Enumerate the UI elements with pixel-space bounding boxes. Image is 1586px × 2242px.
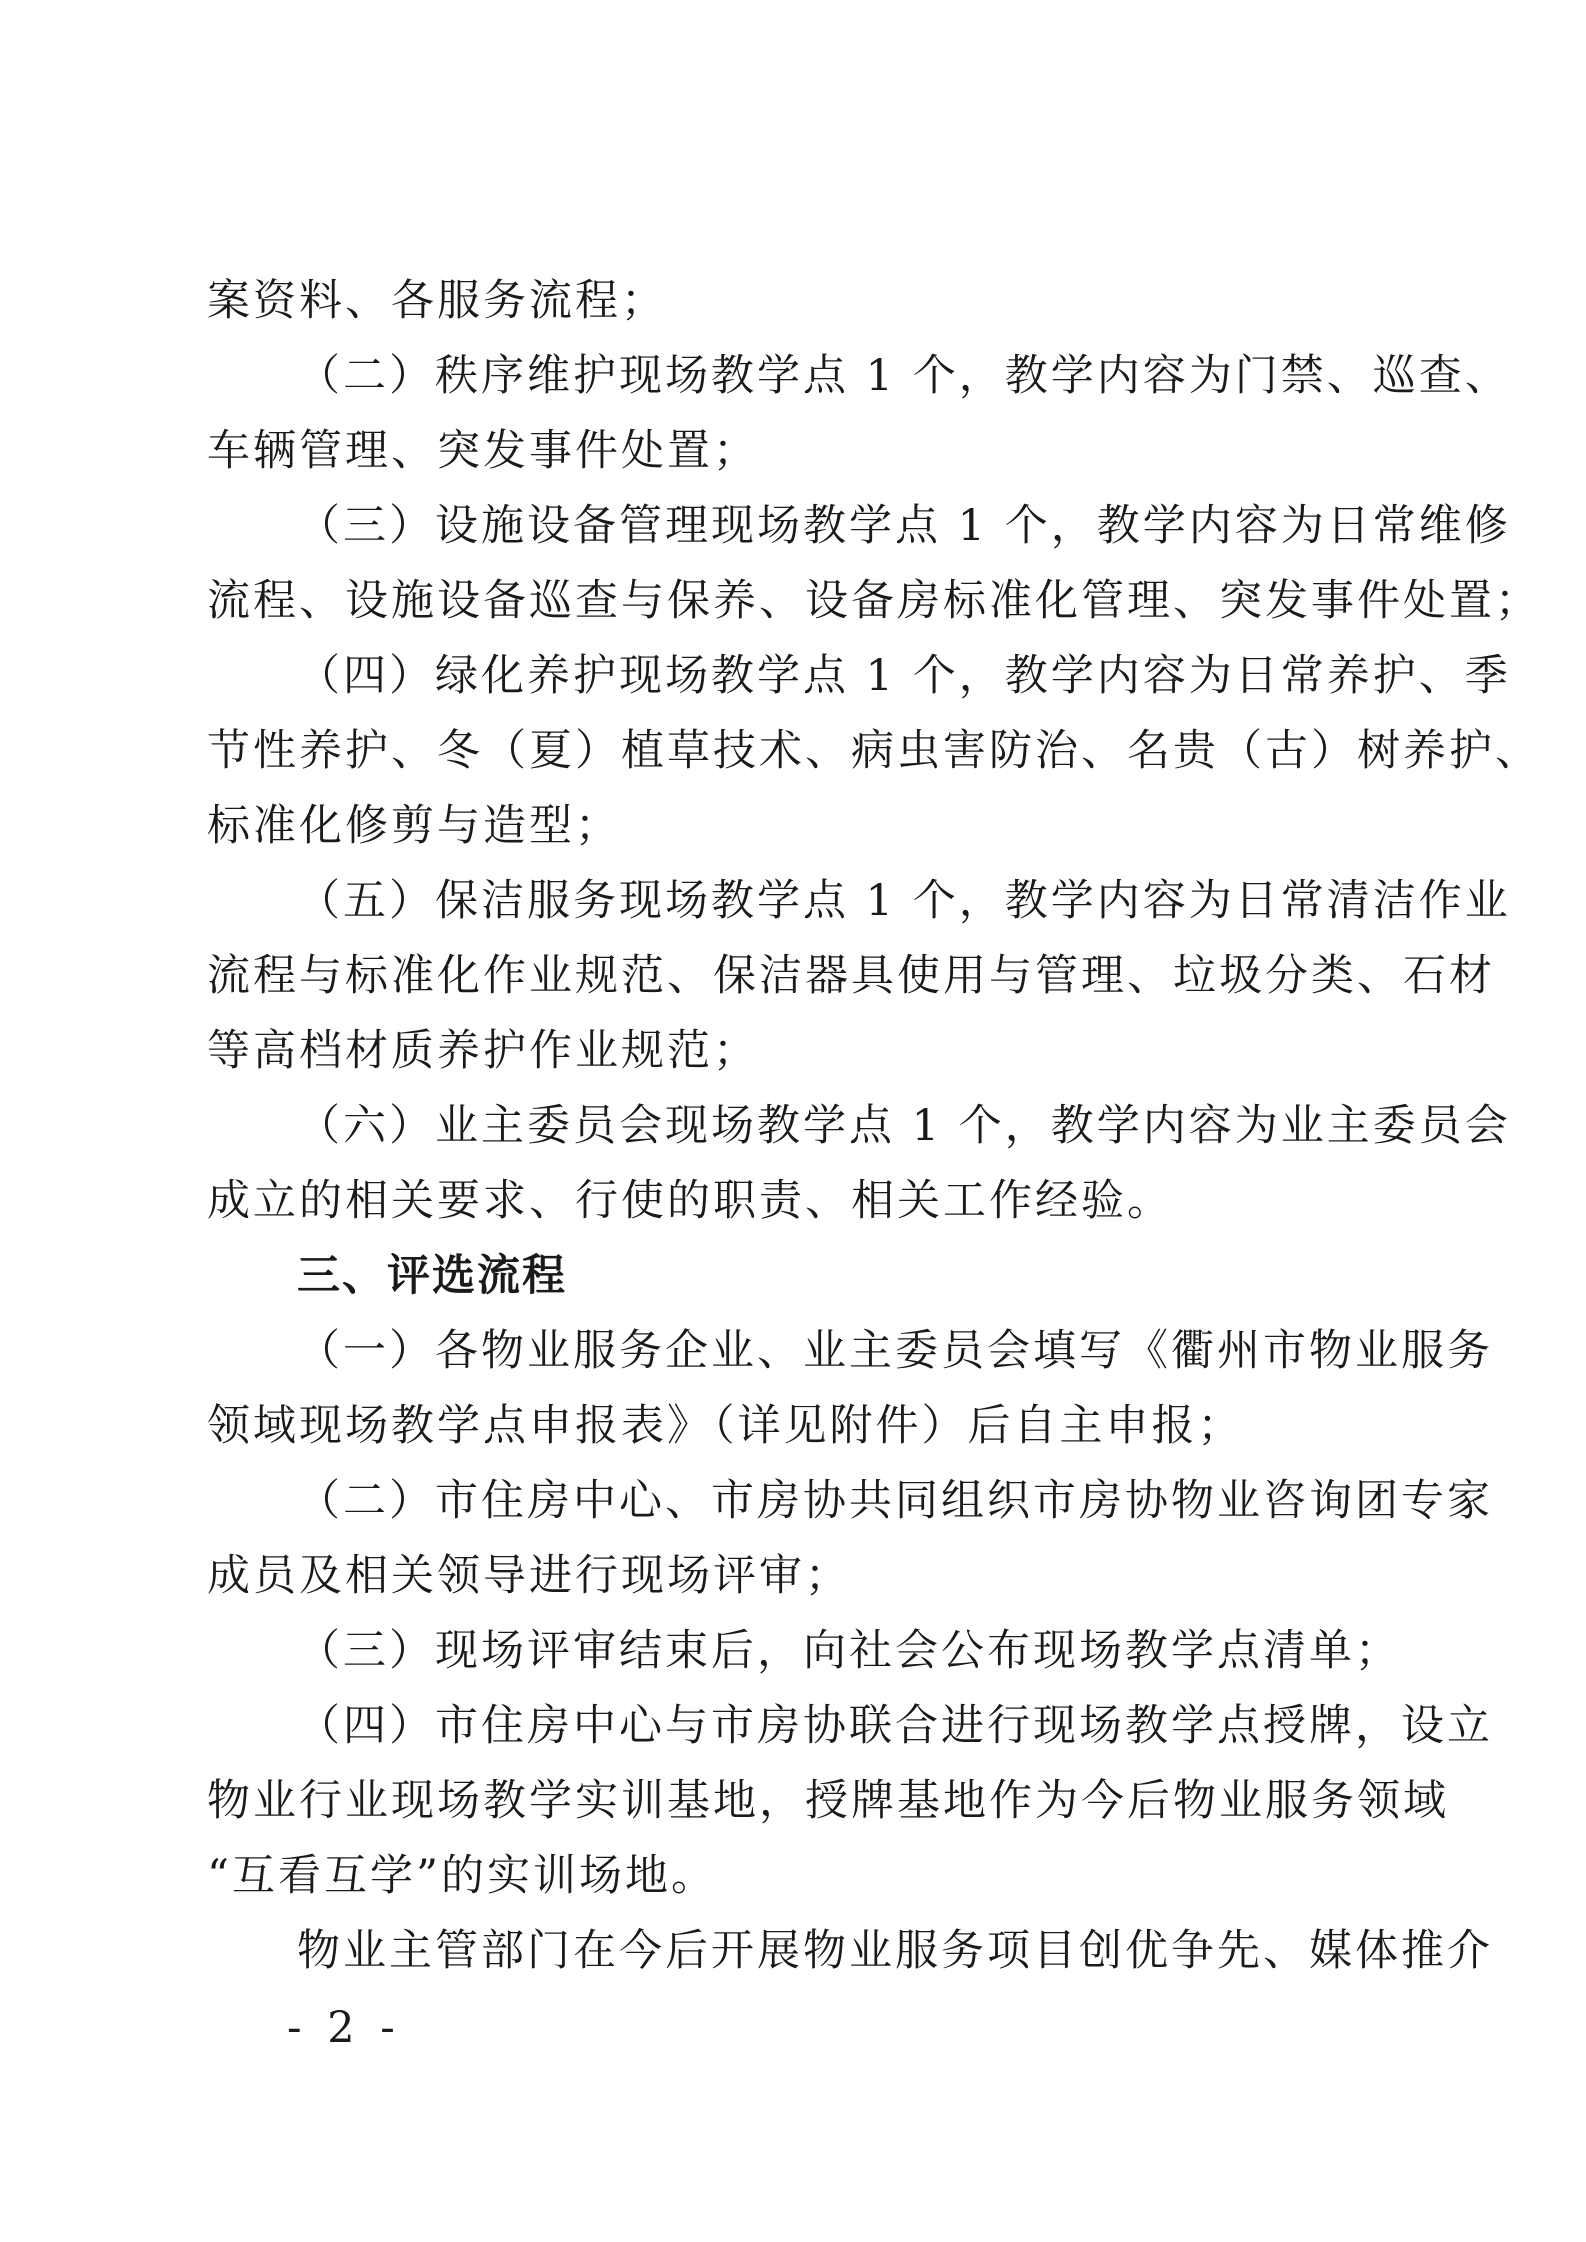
body-text-line: （二）市住房中心、市房协共同组织市房协物业咨询团专家 [297,1476,1493,1526]
body-text-line: 等高档材质养护作业规范； [207,1026,759,1076]
body-text-line: （三）设施设备管理现场教学点 1 个，教学内容为日常维修 [297,501,1511,551]
body-text-line: 领域现场教学点申报表》（详见附件）后自主申报； [207,1401,1244,1451]
body-text-line: 案资料、各服务流程； [207,276,667,326]
body-text-line: （四）市住房中心与市房协联合进行现场教学点授牌，设立 [297,1701,1493,1751]
body-text-line: “互看互学”的实训场地。 [207,1851,717,1901]
body-text-line: 成员及相关领导进行现场评审； [207,1551,851,1601]
body-text-line: （五）保洁服务现场教学点 1 个，教学内容为日常清洁作业 [297,876,1511,926]
body-text-line: 节性养护、冬（夏）植草技术、病虫害防治、名贵（古）树养护、 [207,726,1541,776]
body-text-line: 成立的相关要求、行使的职责、相关工作经验。 [207,1176,1173,1226]
body-text-line: 流程与标准化作业规范、保洁器具使用与管理、垃圾分类、石材 [207,951,1495,1001]
body-text-line: 流程、设施设备巡查与保养、设备房标准化管理、突发事件处置； [207,576,1541,626]
section-heading: 三、评选流程 [297,1251,567,1301]
body-text-line: 物业行业现场教学实训基地，授牌基地作为今后物业服务领域 [207,1776,1449,1826]
body-text-line: （三）现场评审结束后，向社会公布现场教学点清单； [297,1626,1401,1676]
body-text-line: 标准化修剪与造型； [207,801,621,851]
body-text-line: 车辆管理、突发事件处置； [207,426,759,476]
body-text-line: （一）各物业服务企业、业主委员会填写《衢州市物业服务 [297,1326,1493,1376]
body-text-line: （六）业主委员会现场教学点 1 个，教学内容为业主委员会 [297,1101,1511,1151]
body-text-line: （二）秩序维护现场教学点 1 个，教学内容为门禁、巡查、 [297,351,1511,401]
body-text-line: 物业主管部门在今后开展物业服务项目创优争先、媒体推介 [297,1926,1493,1976]
page-number: - 2 - [287,2003,401,2053]
body-text-line: （四）绿化养护现场教学点 1 个，教学内容为日常养护、季 [297,651,1511,701]
